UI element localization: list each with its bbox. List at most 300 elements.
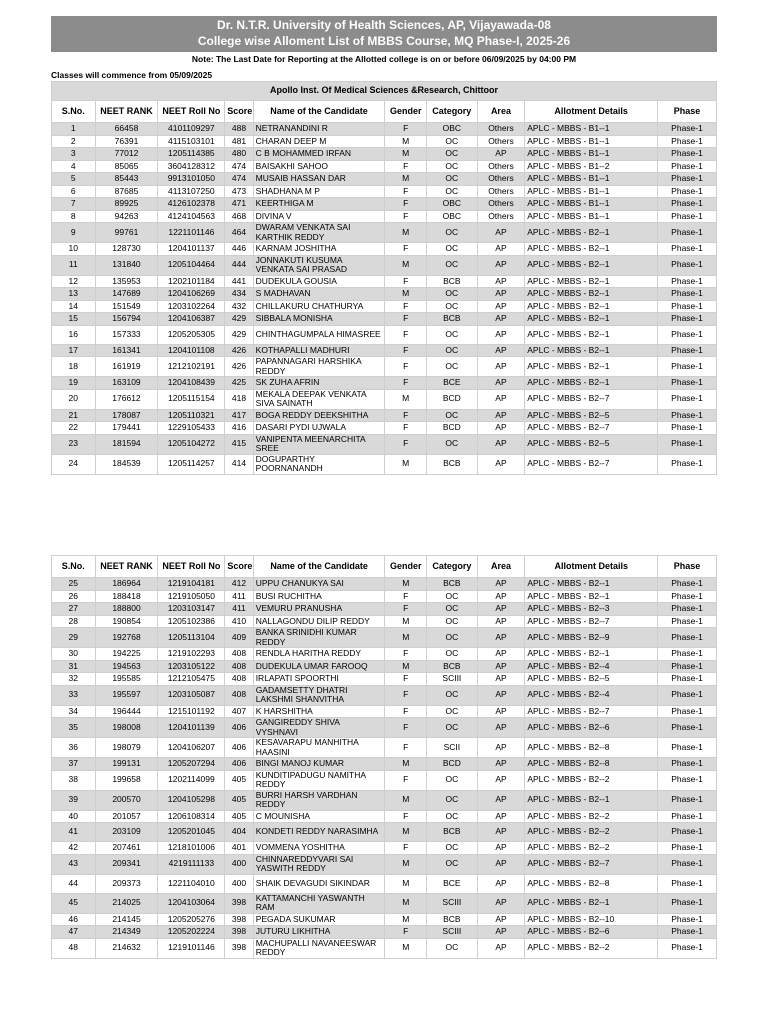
cell-rank: 178087 — [95, 409, 158, 422]
table-row — [52, 275, 717, 288]
cell-name: MUSAIB HASSAN DAR — [253, 173, 385, 186]
cell-name: BANKA SRINIDHI KUMAR REDDY — [253, 628, 385, 648]
cell-phase: Phase-1 — [658, 275, 717, 288]
cell-allotment: APLC - MBBS - B2--7 — [525, 705, 658, 718]
cell-gender: F — [385, 673, 427, 686]
cell-area: AP — [477, 590, 525, 603]
cell-category: BCB — [427, 660, 478, 673]
cell-name: VEMURU PRANUSHA — [253, 603, 385, 616]
cell-area: Others — [477, 123, 525, 136]
table-row — [52, 454, 717, 474]
allotment-table-1 — [51, 81, 717, 475]
cell-allotment: APLC - MBBS - B2--1 — [525, 790, 658, 810]
cell-allotment: APLC - MBBS - B2--1 — [525, 313, 658, 326]
cell-allotment: APLC - MBBS - B2--1 — [525, 223, 658, 243]
cell-roll: 1219105050 — [158, 590, 225, 603]
cell-phase: Phase-1 — [658, 648, 717, 661]
column-header-row — [52, 556, 717, 578]
cell-area: AP — [477, 770, 525, 790]
cell-roll: 1218101006 — [158, 842, 225, 855]
cell-name: SHAIK DEVAGUDI SIKINDAR — [253, 874, 385, 893]
cell-gender: F — [385, 210, 427, 223]
cell-area: AP — [477, 243, 525, 256]
cell-category: BCB — [427, 913, 478, 926]
cell-area: AP — [477, 300, 525, 313]
cell-rank: 131840 — [95, 255, 158, 275]
cell-category: BCE — [426, 377, 477, 390]
table-row — [52, 210, 717, 223]
cell-sno: 46 — [52, 913, 96, 926]
cell-score: 446 — [225, 243, 253, 256]
cell-score: 405 — [225, 770, 253, 790]
cell-allotment: APLC - MBBS - B2--1 — [525, 288, 658, 301]
cell-allotment: APLC - MBBS - B2--3 — [525, 603, 658, 616]
cell-category: OC — [427, 938, 478, 958]
cell-category: OC — [427, 718, 478, 738]
table-row — [52, 173, 717, 186]
table-row — [52, 660, 717, 673]
cell-area: Others — [477, 135, 525, 148]
cell-name: BUSI RUCHITHA — [253, 590, 385, 603]
cell-rank: 214632 — [95, 938, 158, 958]
cell-phase: Phase-1 — [658, 718, 717, 738]
cell-category: OC — [426, 357, 477, 377]
cell-score: 398 — [225, 913, 253, 926]
cell-sno: 6 — [52, 185, 96, 198]
cell-score: 481 — [225, 135, 253, 148]
column-header: S.No. — [52, 556, 96, 578]
cell-area: AP — [477, 422, 525, 435]
cell-allotment: APLC - MBBS - B2--7 — [525, 854, 658, 874]
cell-gender: F — [385, 357, 427, 377]
cell-roll: 4219111133 — [158, 854, 225, 874]
cell-gender: M — [385, 148, 427, 161]
cell-name: SIBBALA MONISHA — [253, 313, 385, 326]
cell-rank: 157333 — [95, 325, 158, 344]
cell-category: OC — [427, 628, 478, 648]
cell-score: 418 — [225, 389, 253, 409]
table-row — [52, 705, 717, 718]
cell-rank: 188418 — [95, 590, 158, 603]
column-header: Gender — [385, 101, 427, 123]
cell-phase: Phase-1 — [658, 325, 717, 344]
cell-area: AP — [477, 434, 525, 454]
cell-name: RENDLA HARITHA REDDY — [253, 648, 385, 661]
table-row — [52, 288, 717, 301]
cell-gender: F — [385, 313, 427, 326]
cell-roll: 1205114385 — [158, 148, 225, 161]
cell-gender: F — [385, 770, 427, 790]
cell-sno: 13 — [52, 288, 96, 301]
cell-roll: 1205115154 — [158, 389, 225, 409]
table-row — [52, 603, 717, 616]
column-header: NEET Roll No — [158, 101, 225, 123]
table-row — [52, 758, 717, 771]
list-title: College wise Alloment List of MBBS Course, MQ Phase-I, 2025-26 — [197, 34, 571, 48]
cell-rank: 198079 — [95, 738, 158, 758]
cell-name: KONDETI REDDY NARASIMHA — [253, 823, 385, 842]
cell-phase: Phase-1 — [658, 185, 717, 198]
cell-category: BCD — [426, 422, 477, 435]
cell-allotment: APLC - MBBS - B1--1 — [525, 210, 658, 223]
cell-phase: Phase-1 — [658, 160, 717, 173]
column-header: S.No. — [52, 101, 96, 123]
cell-gender: M — [385, 893, 427, 913]
cell-category: OC — [427, 648, 478, 661]
cell-rank: 195597 — [95, 685, 158, 705]
cell-rank: 207461 — [95, 842, 158, 855]
cell-gender: F — [385, 300, 427, 313]
cell-roll: 1205114257 — [158, 454, 225, 474]
cell-category: OC — [427, 685, 478, 705]
cell-area: AP — [477, 325, 525, 344]
cell-name: DWARAM VENKATA SAI KARTHIK REDDY — [253, 223, 385, 243]
cell-score: 473 — [225, 185, 253, 198]
cell-phase: Phase-1 — [658, 938, 717, 958]
cell-score: 468 — [225, 210, 253, 223]
cell-gender: M — [385, 790, 427, 810]
cell-roll: 1205104272 — [158, 434, 225, 454]
cell-phase: Phase-1 — [658, 173, 717, 186]
cell-score: 398 — [225, 938, 253, 958]
cell-phase: Phase-1 — [658, 454, 717, 474]
cell-allotment: APLC - MBBS - B2--1 — [525, 275, 658, 288]
cell-rank: 85065 — [95, 160, 158, 173]
cell-name: DUDEKULA UMAR FAROOQ — [253, 660, 385, 673]
cell-sno: 24 — [52, 454, 96, 474]
cell-name: MACHUPALLI NAVANEESWAR REDDY — [253, 938, 385, 958]
cell-gender: M — [385, 660, 427, 673]
cell-name: K HARSHITHA — [253, 705, 385, 718]
cell-score: 398 — [225, 893, 253, 913]
cell-gender: F — [385, 160, 427, 173]
cell-roll: 1204101108 — [158, 344, 225, 357]
cell-rank: 199658 — [95, 770, 158, 790]
cell-area: Others — [477, 160, 525, 173]
cell-allotment: APLC - MBBS - B2--1 — [525, 893, 658, 913]
cell-score: 412 — [225, 578, 253, 591]
cell-sno: 20 — [52, 389, 96, 409]
cell-sno: 47 — [52, 926, 96, 939]
cell-score: 409 — [225, 628, 253, 648]
cell-area: AP — [477, 926, 525, 939]
cell-sno: 32 — [52, 673, 96, 686]
cell-name: KUNDITIPADUGU NAMITHA REDDY — [253, 770, 385, 790]
cell-score: 406 — [225, 758, 253, 771]
table-row — [52, 718, 717, 738]
college-name-row — [52, 82, 717, 101]
cell-phase: Phase-1 — [658, 660, 717, 673]
cell-name: KEERTHIGA M — [253, 198, 385, 211]
cell-allotment: APLC - MBBS - B1--2 — [525, 160, 658, 173]
cell-phase: Phase-1 — [658, 210, 717, 223]
cell-gender: M — [385, 628, 427, 648]
cell-area: AP — [477, 255, 525, 275]
cell-allotment: APLC - MBBS - B1--1 — [525, 148, 658, 161]
cell-sno: 1 — [52, 123, 96, 136]
table-row — [52, 422, 717, 435]
cell-name: MEKALA DEEPAK VENKATA SIVA SAINATH — [253, 389, 385, 409]
cell-allotment: APLC - MBBS - B2--1 — [525, 357, 658, 377]
cell-score: 411 — [225, 590, 253, 603]
cell-allotment: APLC - MBBS - B2--8 — [525, 758, 658, 771]
cell-area: AP — [477, 718, 525, 738]
cell-rank: 194563 — [95, 660, 158, 673]
cell-sno: 43 — [52, 854, 96, 874]
cell-sno: 40 — [52, 810, 96, 823]
cell-area: AP — [477, 344, 525, 357]
cell-roll: 4124104563 — [158, 210, 225, 223]
cell-rank: 209373 — [95, 874, 158, 893]
cell-area: AP — [477, 938, 525, 958]
table-row — [52, 673, 717, 686]
cell-score: 408 — [225, 673, 253, 686]
column-header: Area — [477, 101, 525, 123]
cell-rank: 214025 — [95, 893, 158, 913]
cell-rank: 188800 — [95, 603, 158, 616]
cell-gender: F — [385, 842, 427, 855]
cell-name: JUTURU LIKHITHA — [253, 926, 385, 939]
cell-allotment: APLC - MBBS - B2--8 — [525, 874, 658, 893]
cell-sno: 19 — [52, 377, 96, 390]
cell-score: 425 — [225, 377, 253, 390]
cell-rank: 66458 — [95, 123, 158, 136]
cell-category: OC — [427, 810, 478, 823]
cell-name: GANGIREDDY SHIVA VYSHNAVI — [253, 718, 385, 738]
cell-sno: 45 — [52, 893, 96, 913]
cell-name: SK ZUHA AFRIN — [253, 377, 385, 390]
cell-roll: 1221104010 — [158, 874, 225, 893]
cell-rank: 209341 — [95, 854, 158, 874]
cell-gender: F — [385, 685, 427, 705]
cell-rank: 128730 — [95, 243, 158, 256]
table-row — [52, 185, 717, 198]
cell-phase: Phase-1 — [658, 823, 717, 842]
cell-allotment: APLC - MBBS - B2--7 — [525, 389, 658, 409]
cell-score: 416 — [225, 422, 253, 435]
cell-name: NALLAGONDU DILIP REDDY — [253, 615, 385, 628]
cell-rank: 190854 — [95, 615, 158, 628]
cell-score: 408 — [225, 660, 253, 673]
cell-rank: 147689 — [95, 288, 158, 301]
cell-allotment: APLC - MBBS - B2--4 — [525, 685, 658, 705]
cell-area: AP — [477, 357, 525, 377]
cell-phase: Phase-1 — [658, 300, 717, 313]
cell-phase: Phase-1 — [658, 344, 717, 357]
table-row — [52, 823, 717, 842]
cell-roll: 4115103101 — [158, 135, 225, 148]
cell-rank: 161919 — [95, 357, 158, 377]
cell-category: SCII — [427, 738, 478, 758]
cell-category: OC — [426, 135, 477, 148]
cell-phase: Phase-1 — [658, 123, 717, 136]
cell-category: BCD — [427, 758, 478, 771]
cell-name: CHINNAREDDYVARI SAI YASWITH REDDY — [253, 854, 385, 874]
cell-roll: 1203105087 — [158, 685, 225, 705]
cell-roll: 4101109297 — [158, 123, 225, 136]
cell-area: AP — [477, 313, 525, 326]
cell-score: 400 — [225, 854, 253, 874]
cell-sno: 23 — [52, 434, 96, 454]
cell-rank: 200570 — [95, 790, 158, 810]
cell-category: BCD — [426, 389, 477, 409]
cell-category: OC — [426, 148, 477, 161]
cell-allotment: APLC - MBBS - B2--1 — [525, 590, 658, 603]
column-header: Score — [225, 556, 253, 578]
cell-phase: Phase-1 — [658, 590, 717, 603]
cell-rank: 186964 — [95, 578, 158, 591]
cell-sno: 48 — [52, 938, 96, 958]
cell-category: OC — [427, 705, 478, 718]
cell-name: DOGUPARTHY POORNANANDH — [253, 454, 385, 474]
cell-allotment: APLC - MBBS - B2--1 — [525, 255, 658, 275]
column-header: Category — [427, 556, 478, 578]
cell-roll: 1206108314 — [158, 810, 225, 823]
cell-score: 398 — [225, 926, 253, 939]
cell-rank: 201057 — [95, 810, 158, 823]
cell-name: C MOUNISHA — [253, 810, 385, 823]
cell-rank: 156794 — [95, 313, 158, 326]
cell-sno: 3 — [52, 148, 96, 161]
cell-name: DIVINA V — [253, 210, 385, 223]
cell-rank: 151549 — [95, 300, 158, 313]
cell-rank: 76391 — [95, 135, 158, 148]
cell-phase: Phase-1 — [658, 422, 717, 435]
cell-category: OC — [426, 185, 477, 198]
column-header: NEET RANK — [95, 556, 158, 578]
cell-phase: Phase-1 — [658, 578, 717, 591]
table-row — [52, 409, 717, 422]
cell-roll: 1202101184 — [158, 275, 225, 288]
cell-gender: F — [385, 377, 427, 390]
cell-gender: M — [385, 938, 427, 958]
cell-name: SHADHANA M P — [253, 185, 385, 198]
cell-sno: 9 — [52, 223, 96, 243]
cell-score: 405 — [225, 810, 253, 823]
table-row — [52, 913, 717, 926]
cell-roll: 1205104464 — [158, 255, 225, 275]
cell-roll: 9913101050 — [158, 173, 225, 186]
cell-area: AP — [477, 913, 525, 926]
cell-rank: 176612 — [95, 389, 158, 409]
cell-gender: F — [385, 409, 427, 422]
cell-roll: 1202114099 — [158, 770, 225, 790]
cell-phase: Phase-1 — [658, 313, 717, 326]
cell-gender: M — [385, 874, 427, 893]
cell-name: GADAMSETTY DHATRI LAKSHMI SHANVITHA — [253, 685, 385, 705]
cell-rank: 161341 — [95, 344, 158, 357]
cell-area: AP — [477, 810, 525, 823]
table-row — [52, 243, 717, 256]
table-row — [52, 377, 717, 390]
cell-allotment: APLC - MBBS - B2--9 — [525, 628, 658, 648]
cell-name: NETRANANDINI R — [253, 123, 385, 136]
table-row — [52, 160, 717, 173]
cell-area: AP — [477, 389, 525, 409]
column-header-row — [52, 101, 717, 123]
cell-roll: 1204101137 — [158, 243, 225, 256]
cell-phase: Phase-1 — [658, 135, 717, 148]
cell-rank: 163109 — [95, 377, 158, 390]
cell-area: AP — [477, 603, 525, 616]
cell-roll: 1215101192 — [158, 705, 225, 718]
cell-category: OC — [426, 255, 477, 275]
cell-rank: 94263 — [95, 210, 158, 223]
cell-phase: Phase-1 — [658, 738, 717, 758]
cell-roll: 4113107250 — [158, 185, 225, 198]
cell-roll: 1204106207 — [158, 738, 225, 758]
cell-roll: 1203103147 — [158, 603, 225, 616]
reporting-note: Note: The Last Date for Reporting at the Allotted college is on or before 06/09/2025 by 04:00 PM — [191, 54, 577, 64]
cell-allotment: APLC - MBBS - B2--5 — [525, 673, 658, 686]
cell-score: 429 — [225, 313, 253, 326]
cell-roll: 1229105433 — [158, 422, 225, 435]
cell-sno: 2 — [52, 135, 96, 148]
cell-allotment: APLC - MBBS - B2--5 — [525, 409, 658, 422]
cell-allotment: APLC - MBBS - B2--6 — [525, 926, 658, 939]
cell-gender: M — [385, 913, 427, 926]
cell-rank: 203109 — [95, 823, 158, 842]
cell-score: 434 — [225, 288, 253, 301]
cell-rank: 198008 — [95, 718, 158, 738]
cell-area: AP — [477, 288, 525, 301]
cell-rank: 89925 — [95, 198, 158, 211]
column-header: Category — [426, 101, 477, 123]
cell-phase: Phase-1 — [658, 705, 717, 718]
cell-sno: 25 — [52, 578, 96, 591]
cell-allotment: APLC - MBBS - B2--1 — [525, 377, 658, 390]
cell-score: 405 — [225, 790, 253, 810]
cell-phase: Phase-1 — [658, 255, 717, 275]
cell-sno: 36 — [52, 738, 96, 758]
cell-gender: F — [385, 344, 427, 357]
cell-name: CHILLAKURU CHATHURYA — [253, 300, 385, 313]
document-header — [51, 16, 717, 52]
cell-allotment: APLC - MBBS - B2--5 — [525, 434, 658, 454]
cell-category: OC — [426, 173, 477, 186]
cell-roll: 1204106269 — [158, 288, 225, 301]
cell-sno: 22 — [52, 422, 96, 435]
cell-allotment: APLC - MBBS - B2--2 — [525, 810, 658, 823]
cell-gender: F — [385, 243, 427, 256]
cell-score: 404 — [225, 823, 253, 842]
cell-gender: M — [385, 854, 427, 874]
table-row — [52, 738, 717, 758]
cell-area: AP — [477, 673, 525, 686]
column-header: Name of the Candidate — [253, 556, 385, 578]
table-row — [52, 810, 717, 823]
cell-score: 408 — [225, 648, 253, 661]
column-header: Score — [225, 101, 253, 123]
cell-name: CHARAN DEEP M — [253, 135, 385, 148]
cell-gender: F — [385, 185, 427, 198]
cell-area: AP — [477, 854, 525, 874]
table-row — [52, 255, 717, 275]
cell-area: Others — [477, 210, 525, 223]
column-header: Area — [477, 556, 525, 578]
cell-score: 407 — [225, 705, 253, 718]
cell-rank: 184539 — [95, 454, 158, 474]
cell-sno: 10 — [52, 243, 96, 256]
cell-phase: Phase-1 — [658, 842, 717, 855]
cell-roll: 1203102264 — [158, 300, 225, 313]
table-row — [52, 344, 717, 357]
cell-category: OC — [427, 842, 478, 855]
cell-sno: 31 — [52, 660, 96, 673]
cell-score: 444 — [225, 255, 253, 275]
cell-phase: Phase-1 — [658, 926, 717, 939]
cell-name: VOMMENA YOSHITHA — [253, 842, 385, 855]
